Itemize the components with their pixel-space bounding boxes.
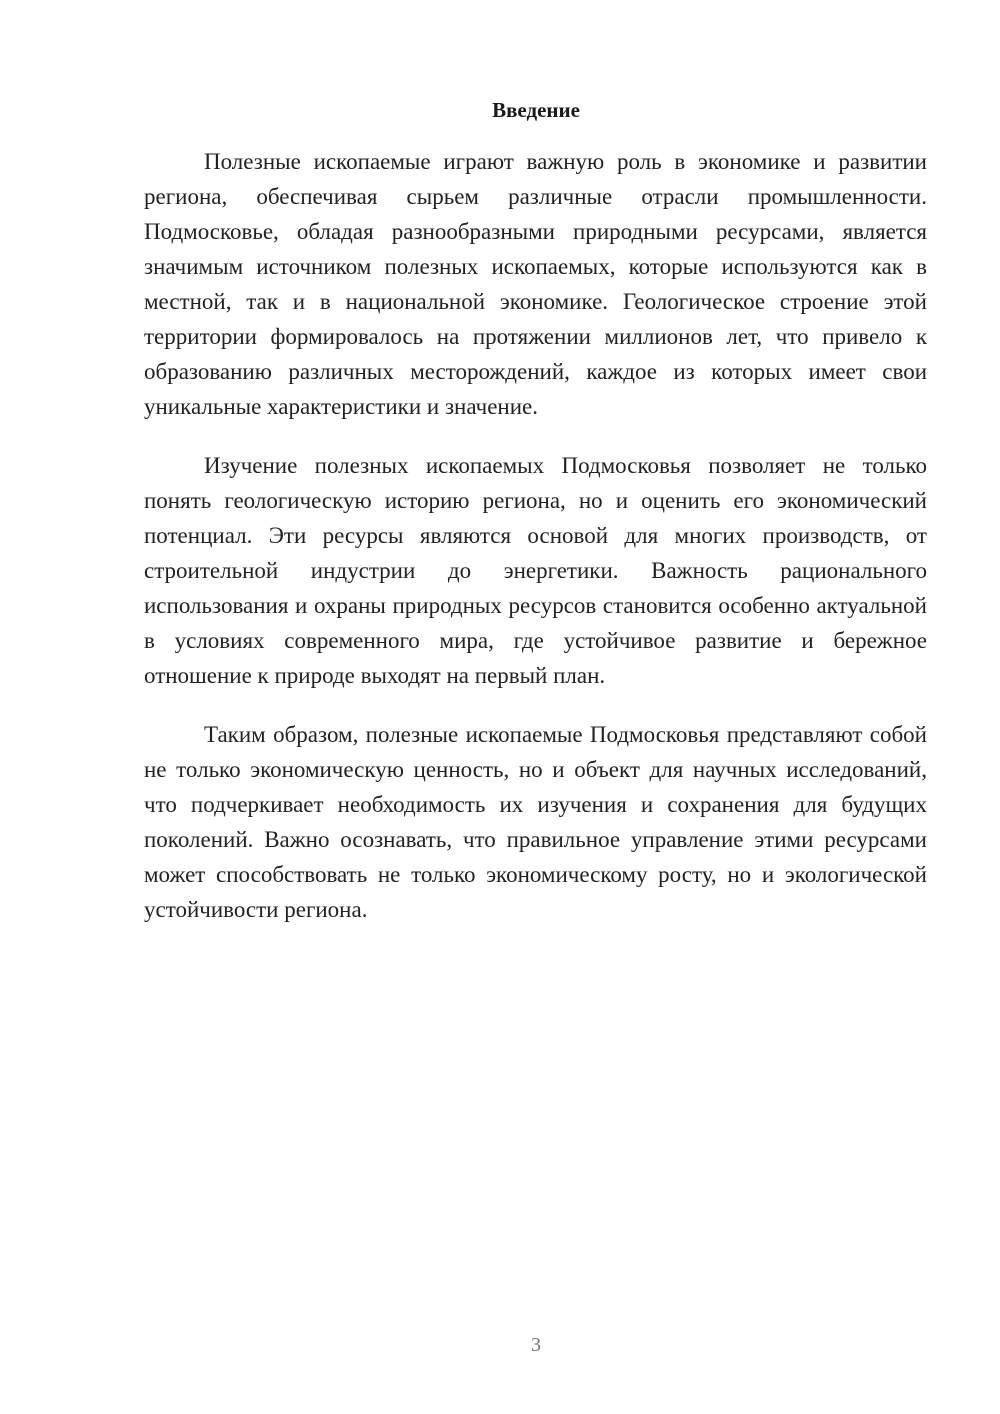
section-heading: Введение — [492, 98, 580, 122]
page-number: 3 — [531, 1334, 541, 1356]
paragraph-1: Полезные ископаемые играют важную роль в экономике и развитии региона, обеспечивая сырьем различные отрасли промышленности. Подмосковье, обладая разнообразными природными ресурсами, является значимым источником полезных ископаемых, которые используются как в местной, так и в национальной экономике. Геологическое строение этой территории формировалось на протяжении миллионов лет, что привело к образованию различных месторождений, каждое из которых имеет свои уникальные характеристики и значение. — [144, 149, 927, 419]
paragraph-2: Изучение полезных ископаемых Подмосковья позволяет не только понять геологическую историю региона, но и оценить его экономический потенциал. Эти ресурсы являются основой для многих производств, от строительной индустрии до энергетики. Важность рационального использования и охраны природных ресурсов становится особенно актуальной в условиях современного мира, где устойчивое развитие и бережное отношение к природе выходят на первый план. — [144, 453, 927, 688]
paragraph-3: Таким образом, полезные ископаемые Подмосковья представляют собой не только экономическую ценность, но и объект для научных исследований, что подчеркивает необходимость их изучения и сохранения для будущих поколений. Важно осознавать, что правильное управление этими ресурсами может способствовать не только экономическому росту, но и экологической устойчивости региона. — [144, 722, 927, 922]
body-text — [144, 144, 927, 951]
